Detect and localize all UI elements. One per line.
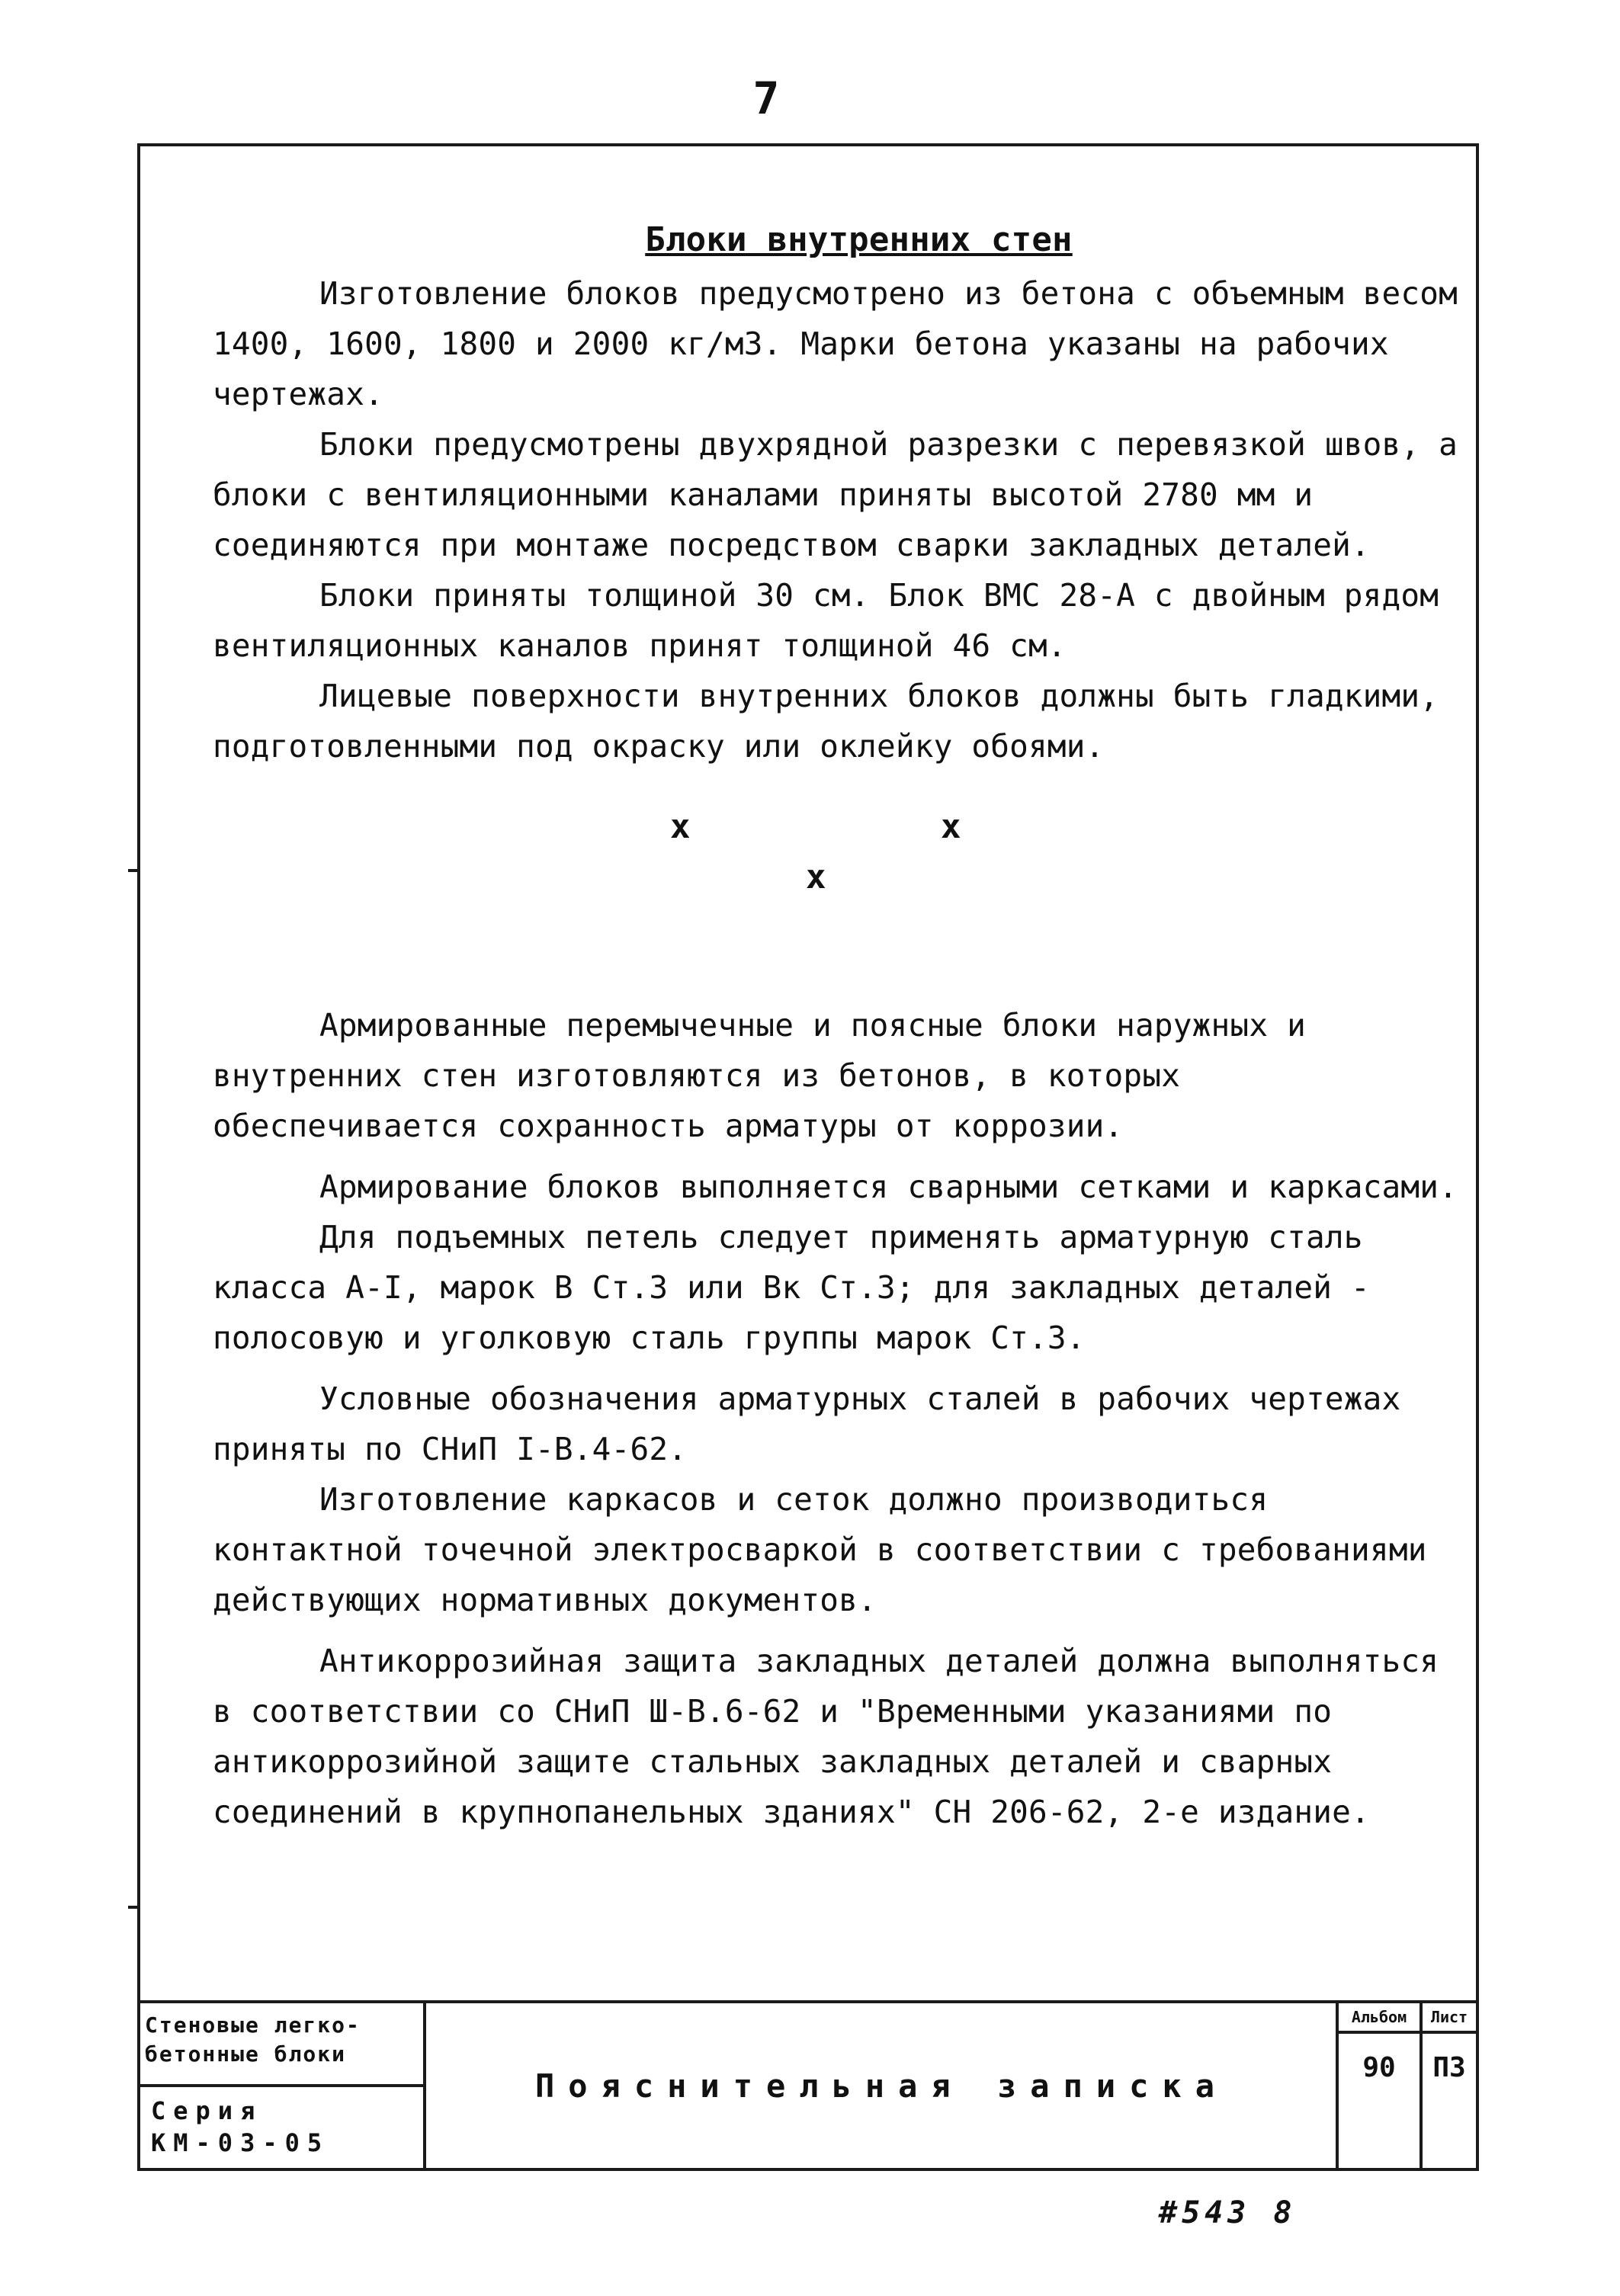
product-name-line: бетонные блоки bbox=[145, 2041, 347, 2067]
document-frame bbox=[137, 143, 1479, 2171]
title-block-right bbox=[1336, 2003, 1476, 2168]
sheet-value: П3 bbox=[1432, 2052, 1466, 2083]
paragraph: Блоки предусмотрены двухрядной разрезки с перевязкой швов, а блоки с вентиляционными каналами приняты высотой 2780 мм и соединяются при монтаже посредством сварки закладных деталей. bbox=[213, 426, 1458, 563]
product-name bbox=[140, 2003, 423, 2087]
paragraph: Армированные перемычечные и поясные блоки наружных и внутренних стен изготовляются из бетонов, в которых обеспечивается сохранность арматуры от коррозии. bbox=[213, 1007, 1306, 1144]
paragraph: Условные обозначения арматурных сталей в рабочих чертежах приняты по СНиП I-В.4-62. bbox=[213, 1380, 1401, 1467]
separator-mark: x bbox=[806, 858, 826, 896]
title-block-left bbox=[140, 2003, 426, 2168]
series-value: КМ-03-05 bbox=[151, 2128, 330, 2157]
document-body bbox=[213, 215, 1463, 1837]
paragraph: Лицевые поверхности внутренних блоков должны быть гладкими, подготовленными под окраску или оклейку обоями. bbox=[213, 678, 1439, 765]
paragraph: Антикоррозийная защита закладных деталей должна выполняться в соответствии со СНиП Ш-В.6-62 и "Временными указаниями по антикоррозийной защите стальных закладных деталей и сварных соединений в крупнопанельных зданиях" СН 206-62, 2-е издание. bbox=[213, 1643, 1439, 1830]
album-cell bbox=[1339, 2003, 1423, 2168]
section-title: Блоки внутренних стен bbox=[645, 220, 1073, 259]
handwritten-note: #543 8 bbox=[1159, 2195, 1297, 2230]
paragraph: Изготовление блоков предусмотрено из бетона с объемным весом 1400, 1600, 1800 и 2000 кг/м3. Марки бетона указаны на рабочих чертежах. bbox=[213, 275, 1458, 412]
album-label: Альбом bbox=[1339, 2003, 1420, 2034]
album-value: 90 bbox=[1362, 2052, 1396, 2083]
separator-mark: x bbox=[941, 807, 961, 846]
section-separator bbox=[213, 794, 1463, 970]
separator-mark: x bbox=[670, 807, 691, 846]
sheet-label: Лист bbox=[1423, 2003, 1476, 2034]
product-name-line: Стеновые легко- bbox=[145, 2012, 361, 2038]
series-info bbox=[140, 2087, 423, 2166]
paragraph: Изготовление каркасов и сеток должно производиться контактной точечной электросваркой в соответствии с требованиями действующих нормативных документов. bbox=[213, 1481, 1427, 1618]
document-title: Пояснительная записка bbox=[534, 2067, 1228, 2105]
page-number: 7 bbox=[752, 72, 780, 124]
paragraph: Для подъемных петель следует применять арматурную сталь класса А-I, марок В Ст.3 или Вк Ст.3; для закладных деталей - полосовую и уголковую сталь группы марок Ст.3. bbox=[213, 1219, 1370, 1356]
title-block bbox=[140, 2000, 1476, 2168]
series-label: Серия bbox=[151, 2096, 263, 2125]
paragraph: Блоки приняты толщиной 30 см. Блок ВМС 28-А с двойным рядом вентиляционных каналов принят толщиной 46 см. bbox=[213, 577, 1439, 664]
paragraph: Армирование блоков выполняется сварными сетками и каркасами. bbox=[319, 1169, 1458, 1205]
sheet-cell bbox=[1423, 2003, 1476, 2168]
